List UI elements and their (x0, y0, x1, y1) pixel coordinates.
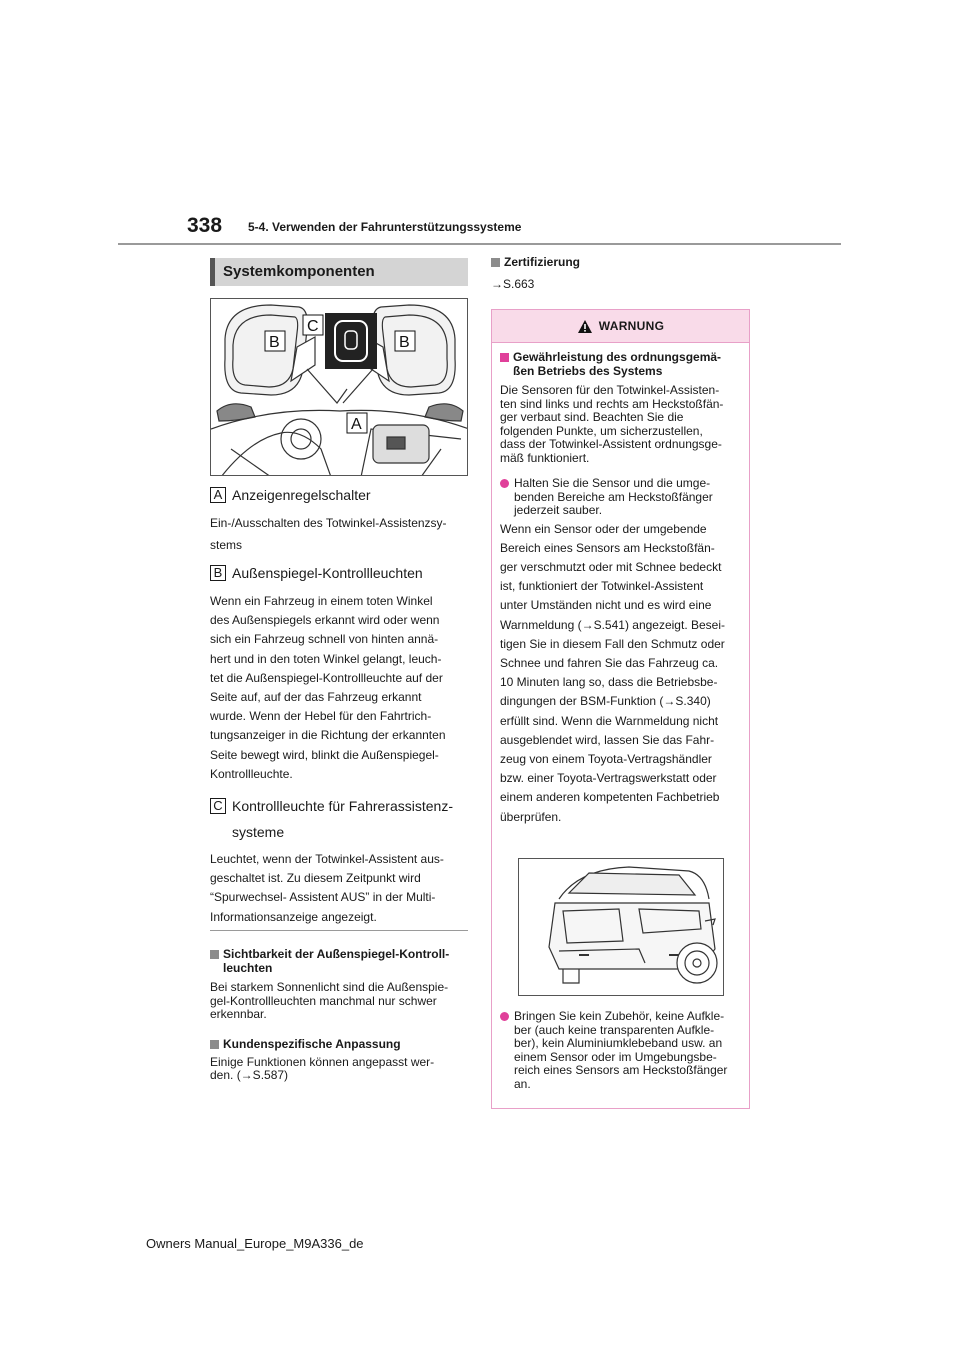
cockpit-illustration (210, 298, 468, 476)
figure-label-a: A (351, 416, 362, 433)
certification-ref: →S.663 (491, 276, 535, 291)
item-a-letter: A (210, 487, 226, 503)
note-customization-title: Kundenspezifische Anpassung (223, 1037, 401, 1051)
warning-bullet-2: Bringen Sie kein Zubehör, keine Aufkle- ber (auch keine transparenten Aufkle- ber), kein Aluminiumklebeband usw. an einem Sensor oder im Umgebungsbe- reich eines Sensors am Heckstoßfänger an. (514, 1009, 728, 1091)
warning-triangle-icon (577, 319, 593, 334)
item-c-text: Leuchtet, wenn der Totwinkel-Assistent aus- geschaltet ist. Zu diesem Zeitpunkt wird “Spurwechsel- Assistent AUS” in der Multi- Informationsanzeige angezeigt. (210, 852, 444, 924)
header-rule (118, 243, 841, 245)
warning-paragraph: Wenn ein Sensor oder der umgebende Bereich eines Sensors am Heckstoßfän- ger verschmutzt oder mit Schnee bedeckt ist, funktioniert der Totwinkel-Assistent unter Umständen nicht und es wird eine Warnmeldung (→S.541) angezeigt. Besei- tigen Sie in diesem Fall den Schmutz oder Schnee und fahren Sie das Fahrzeug ca. 10 Minuten lang so, dass die Betriebsbe- dingungen der BSM-Funktion (→S.340) erfüllt sind. Wenn die Warnmeldung nicht ausgeblendet wird, lassen Sie das Fahr- zeug von einem Toyota-Vertragshändler bzw. einer Toyota-Vertragswerkstatt oder einem anderen kompetenten Fachbetrieb überprüfen. (500, 521, 725, 824)
warning-bullet-1: Halten Sie die Sensor und die umge- benden Bereiche am Heckstoßfänger jederzeit sauber. (514, 476, 713, 517)
item-c-letter: C (210, 798, 226, 814)
item-c-title: Kontrollleuchte für Fahrerassistenz- (232, 798, 453, 814)
square-bullet-icon (491, 258, 500, 267)
item-b-heading (210, 565, 423, 581)
item-b-title: Außenspiegel-Kontrollleuchten (232, 565, 423, 581)
item-a-heading (210, 487, 371, 503)
item-b-text: Wenn ein Fahrzeug in einem toten Winkel des Außenspiegels erkannt wird oder wenn sich ein Fahrzeug schnell von hinten annä- hert und in den toten Winkel gelangt, leuch- tet die Außenspiegel-Kontrollleuchte auf der Seite auf, auf der das Fahrzeug erkannt wurde. Wenn der Hebel für den Fahrtrich- tungsanzeiger in die Richtung der erkannten Seite bewegt wird, blinkt die Außenspiegel- Kontrollleuchte. (210, 594, 446, 781)
section-divider (210, 930, 468, 931)
pink-dot-bullet-icon (500, 1012, 509, 1021)
item-c-heading (210, 798, 453, 814)
note-visibility-title-1: Sichtbarkeit der Außenspiegel-Kontroll- (223, 947, 450, 961)
warning-intro: Die Sensoren für den Totwinkel-Assisten- ten sind links und rechts am Heckstoßfän- ger verbaut sind. Beachten Sie die folgenden Punkte, um sicherzustellen, dass der Totwinkel-Assistent ordnungsge- mäß funktioniert. (500, 383, 724, 465)
item-b-letter: B (210, 565, 226, 581)
figure-label-b-right: B (399, 334, 410, 351)
note-visibility: Sichtbarkeit der Außenspiegel-Kontroll- leuchten Bei starkem Sonnenlicht sind die Außenspie- gel-Kontrollleuchten manchmal nur schwer erkennbar. (210, 947, 450, 1021)
footer-text: Owners Manual_Europe_M9A336_de (146, 1236, 364, 1251)
figure-label-c: C (307, 318, 319, 335)
certification-title: Zertifizierung (504, 255, 581, 269)
square-bullet-icon (210, 950, 219, 959)
warning-subtitle-1: Gewährleistung des ordnungsgemä- (513, 350, 722, 364)
note-visibility-title-2: leuchten (223, 960, 273, 975)
square-bullet-icon (210, 1040, 219, 1049)
item-a-text: Ein-/Ausschalten des Totwinkel-Assistenzsy- stems (210, 516, 447, 553)
item-c-title-cont: systeme (232, 824, 285, 840)
heading-text: Systemkomponenten (223, 263, 375, 280)
cockpit-drawing (211, 299, 468, 476)
pink-square-bullet-icon (500, 353, 509, 362)
pink-dot-bullet-icon (500, 479, 509, 488)
note-customization: Kundenspezifische Anpassung Einige Funktionen können angepasst wer- den. (→S.587) (210, 1037, 435, 1082)
page-number: 338 (187, 214, 223, 237)
heading-systemkomponenten (210, 258, 468, 286)
vehicle-rear-drawing (519, 859, 724, 996)
warning-header (492, 310, 749, 343)
warning-title: WARNUNG (598, 319, 665, 333)
section-title: 5-4. Verwenden der Fahrunterstützungssysteme (248, 220, 522, 234)
warning-subtitle-2: ßen Betriebs des Systems (513, 363, 663, 378)
certification-note (491, 256, 753, 294)
figure-label-b-left: B (269, 334, 280, 351)
vehicle-rear-illustration (518, 858, 724, 996)
item-a-title: Anzeigenregelschalter (232, 487, 371, 503)
